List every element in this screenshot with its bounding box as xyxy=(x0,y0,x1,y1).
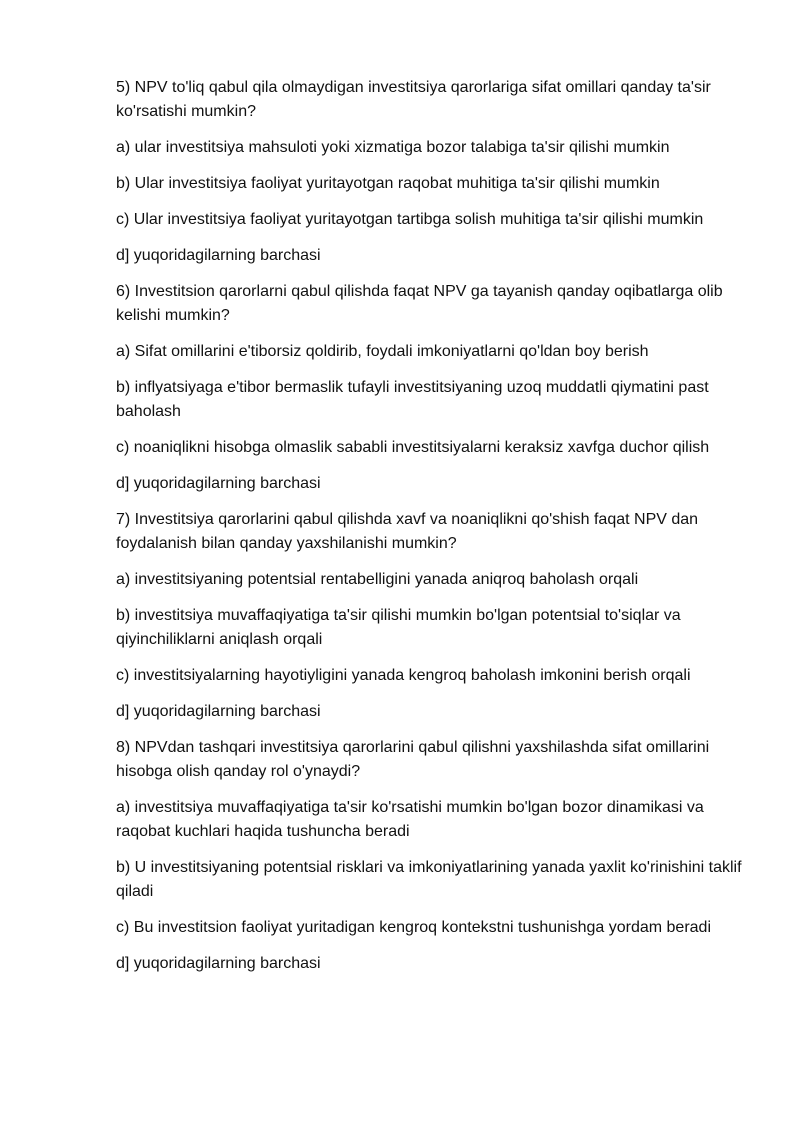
answer-5b: b) Ular investitsiya faoliyat yuritayotgan raqobat muhitiga ta'sir qilishi mumkin xyxy=(116,175,660,192)
answer-6b: b) inflyatsiyaga e'tibor bermaslik tufayli investitsiyaning uzoq muddatli qiymatini past baholash xyxy=(116,379,709,420)
answer-5c: c) Ular investitsiya faoliyat yuritayotgan tartibga solish muhitiga ta'sir qilishi mumkin xyxy=(116,211,704,228)
question-7: 7) Investitsiya qarorlarini qabul qilishda xavf va noaniqlikni qo'shish faqat NPV dan foydalanish bilan qanday yaxshilanishi mumkin? xyxy=(116,511,699,552)
answer-5a: a) ular investitsiya mahsuloti yoki xizmatiga bozor talabiga ta'sir qilishi mumkin xyxy=(116,139,670,156)
answer-6d: d] yuqoridagilarning barchasi xyxy=(116,475,321,492)
document-page xyxy=(116,76,746,988)
answer-8a: a) investitsiya muvaffaqiyatiga ta'sir ko'rsatishi mumkin bo'lgan bozor dinamikasi va raqobat kuchlari haqida tushuncha beradi xyxy=(116,799,704,840)
answer-8d: d] yuqoridagilarning barchasi xyxy=(116,955,321,972)
answer-8b: b) U investitsiyaning potentsial risklari va imkoniyatlarining yanada yaxlit ko'rinishini taklif qiladi xyxy=(116,859,742,900)
answer-6a: a) Sifat omillarini e'tiborsiz qoldirib, foydali imkoniyatlarni qo'ldan boy berish xyxy=(116,343,649,360)
question-5: 5) NPV to'liq qabul qila olmaydigan investitsiya qarorlariga sifat omillari qanday ta'sir ko'rsatishi mumkin? xyxy=(116,79,711,120)
answer-5d: d] yuqoridagilarning barchasi xyxy=(116,247,321,264)
answer-6c: c) noaniqlikni hisobga olmaslik sababli investitsiyalarni keraksiz xavfga duchor qilish xyxy=(116,439,710,456)
answer-7c: c) investitsiyalarning hayotiyligini yanada kengroq baholash imkonini berish orqali xyxy=(116,667,691,684)
answer-8c: c) Bu investitsion faoliyat yuritadigan kengroq kontekstni tushunishga yordam beradi xyxy=(116,919,711,936)
answer-7a: a) investitsiyaning potentsial rentabelligini yanada aniqroq baholash orqali xyxy=(116,571,639,588)
answer-7b: b) investitsiya muvaffaqiyatiga ta'sir qilishi mumkin bo'lgan potentsial to'siqlar va qiyinchiliklarni aniqlash orqali xyxy=(116,607,681,648)
answer-7d: d] yuqoridagilarning barchasi xyxy=(116,703,321,720)
question-8: 8) NPVdan tashqari investitsiya qarorlarini qabul qilishni yaxshilashda sifat omillarini hisobga olish qanday rol o'ynaydi? xyxy=(116,739,710,780)
question-6: 6) Investitsion qarorlarni qabul qilishda faqat NPV ga tayanish qanday oqibatlarga olib kelishi mumkin? xyxy=(116,283,723,324)
